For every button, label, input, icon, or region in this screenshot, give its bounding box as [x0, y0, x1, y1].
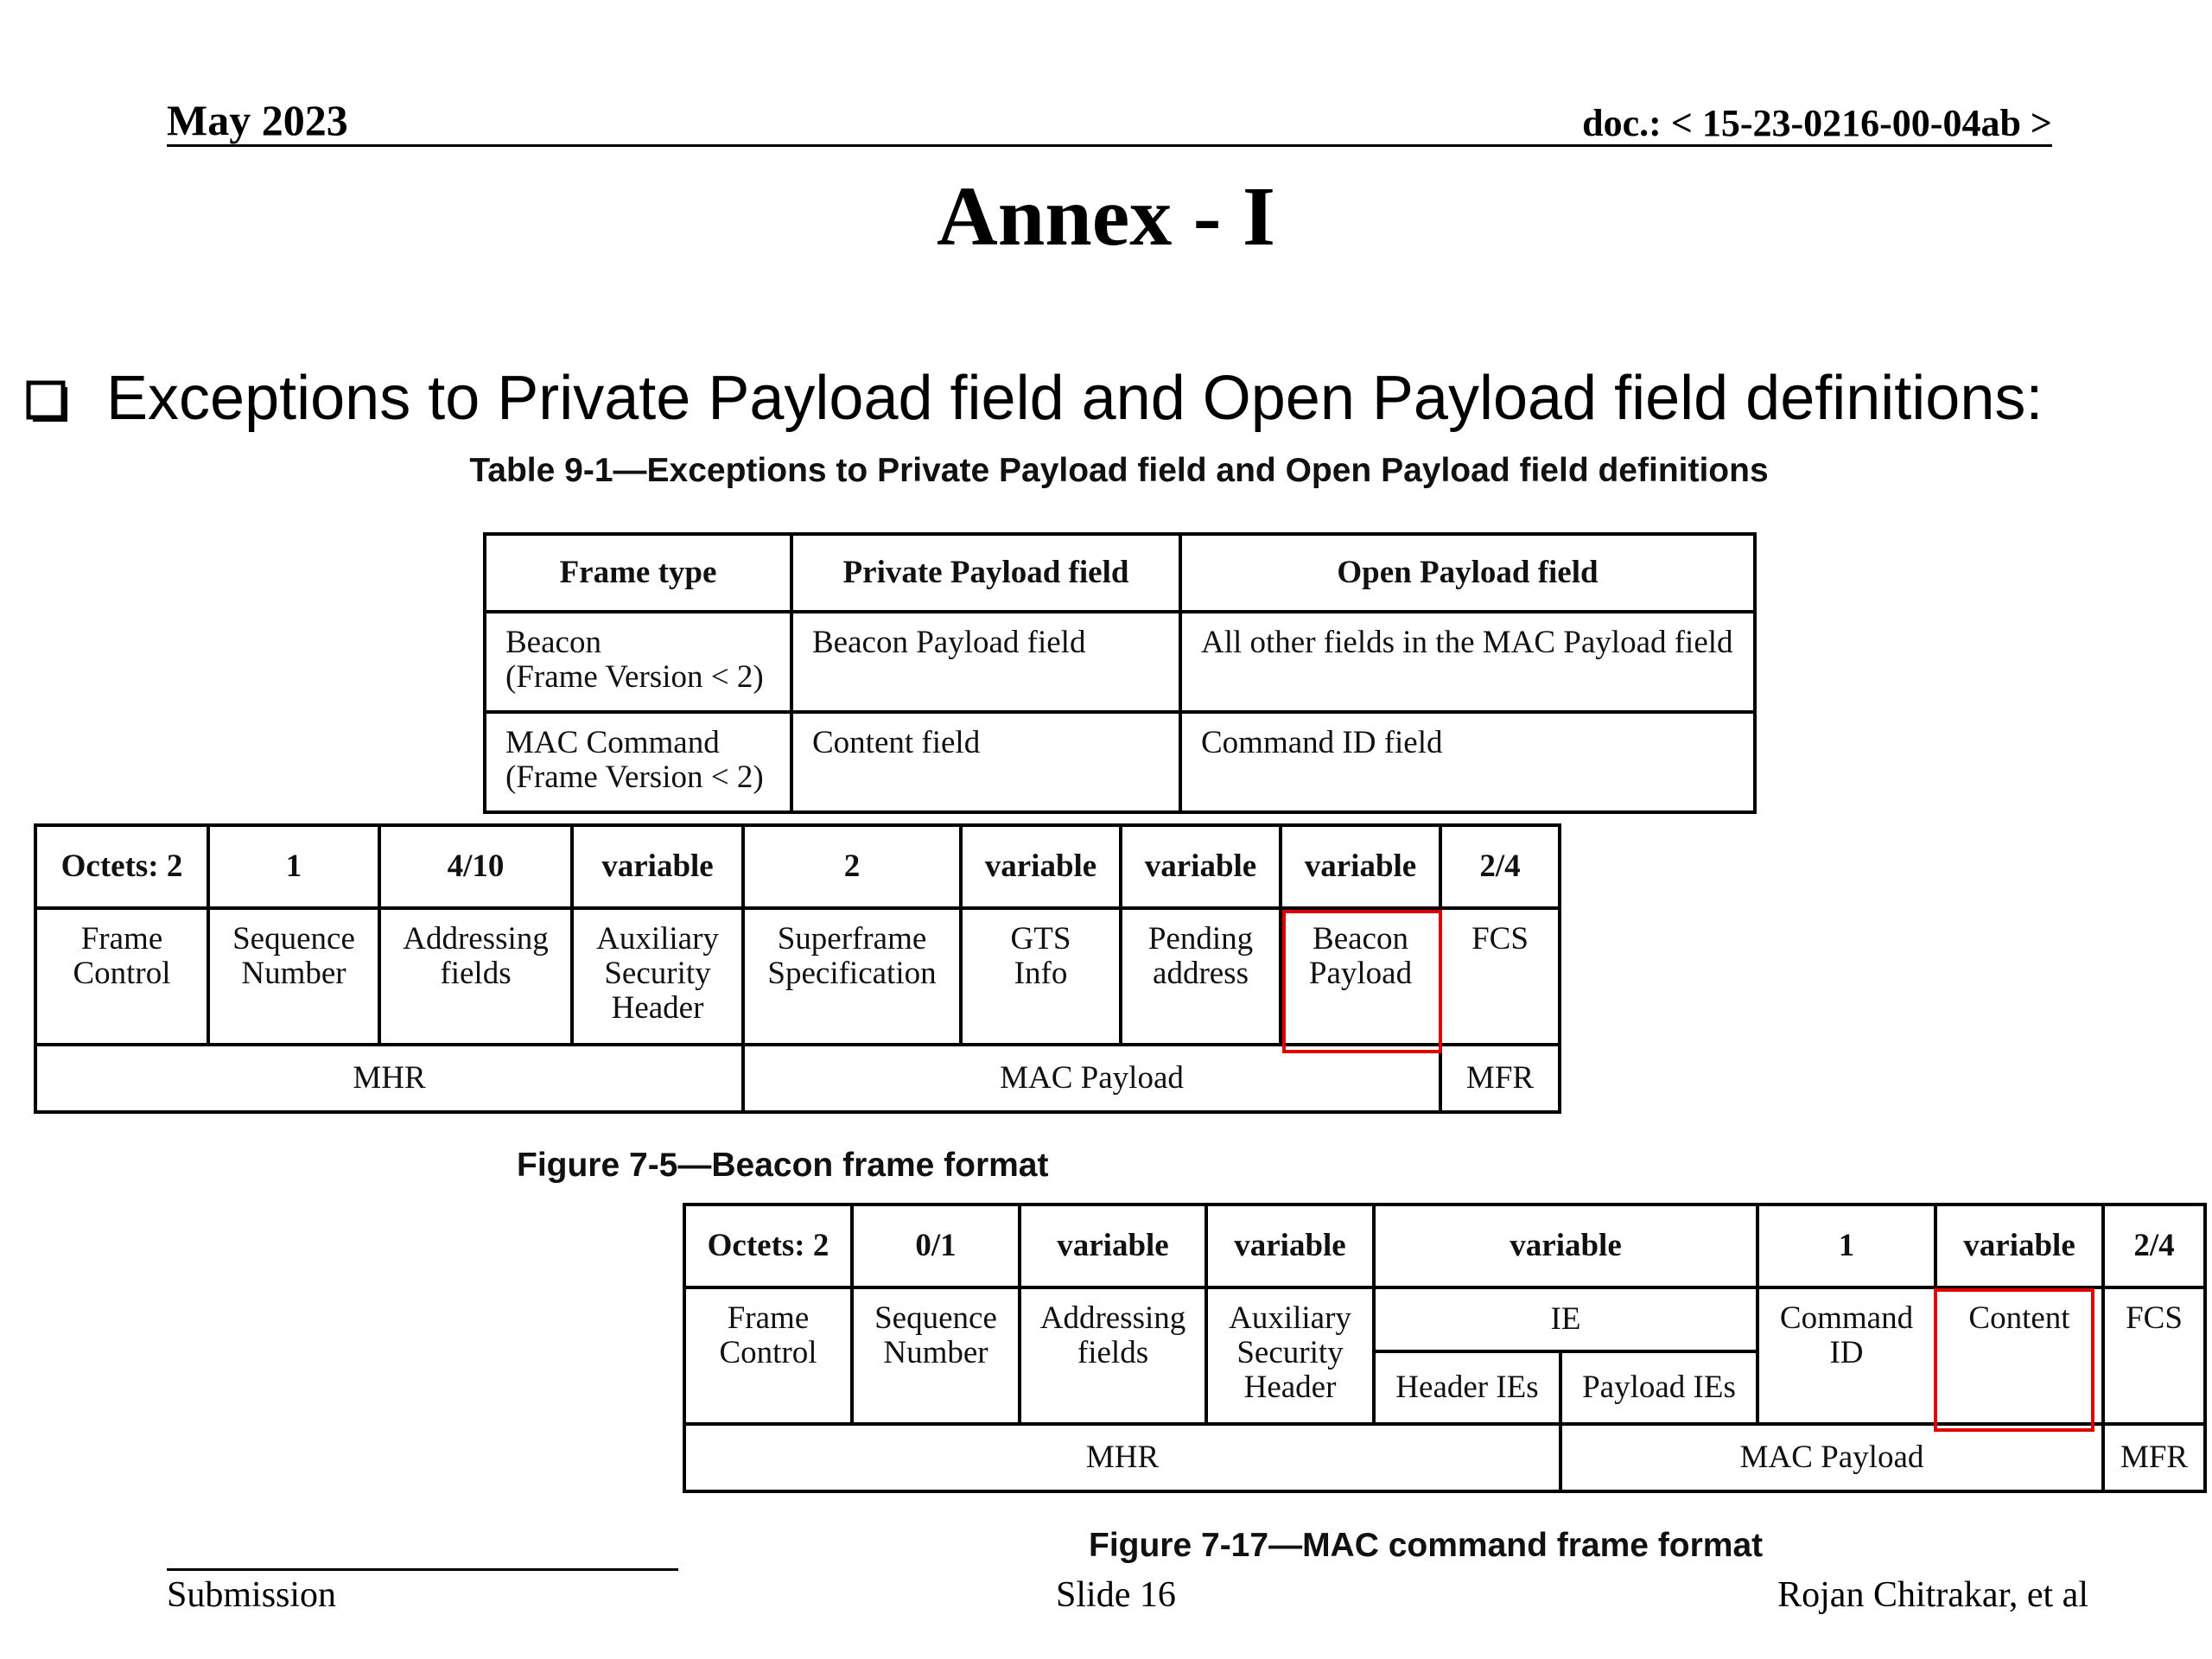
field-line: Number	[883, 1335, 988, 1370]
octets-cell: 1	[208, 825, 379, 908]
table-cell-frame-type	[485, 612, 791, 712]
octets-cell: variable	[572, 825, 743, 908]
field-line: Header	[611, 990, 704, 1026]
group-mfr: MFR	[1440, 1045, 1560, 1112]
frame-type-line: (Frame Version < 2)	[505, 760, 764, 795]
octets-cell: 4/10	[379, 825, 572, 908]
field-line: fields	[1077, 1335, 1149, 1370]
octets-cell: variable	[1121, 825, 1281, 908]
field-cell	[684, 1287, 852, 1424]
field-cell	[379, 908, 572, 1045]
field-line: Addressing	[1039, 1300, 1186, 1336]
slide-title: Annex - I	[936, 170, 1276, 264]
bullet-text: Exceptions to Private Payload field and Open Payload field definitions:	[106, 364, 2044, 433]
field-line: Security	[604, 956, 711, 991]
ie-subfield-header-ies: Header IEs	[1374, 1351, 1560, 1424]
frame-type-line: Beacon	[505, 625, 601, 660]
field-line: Sequence	[874, 1300, 997, 1336]
field-cell	[1440, 908, 1560, 1045]
field-line: Specification	[767, 956, 937, 991]
field-line: FCS	[1471, 921, 1529, 957]
field-line: Command	[1779, 1300, 1914, 1336]
header-doc-number: doc.: < 15-23-0216-00-04ab >	[1582, 102, 2052, 144]
command-figure-caption: Figure 7-17—MAC command frame format	[1089, 1527, 1764, 1564]
octets-cell: variable	[1020, 1205, 1206, 1287]
header-rule	[167, 144, 2052, 147]
field-line: Sequence	[232, 921, 355, 957]
octets-cell: variable	[961, 825, 1121, 908]
field-line: Auxiliary	[596, 921, 719, 957]
footer-rule	[167, 1568, 678, 1571]
footer-slide-number: Slide 16	[1056, 1575, 1176, 1615]
frame-type-line: (Frame Version < 2)	[505, 659, 764, 695]
octets-cell: variable	[1374, 1205, 1758, 1287]
octets-cell: variable	[1206, 1205, 1374, 1287]
field-line: Control	[719, 1335, 817, 1370]
field-line: address	[1153, 956, 1249, 991]
octets-cell: 1	[1758, 1205, 1936, 1287]
table-header-open-payload: Open Payload field	[1180, 534, 1755, 612]
field-line: ID	[1829, 1335, 1864, 1370]
content-highlight	[1934, 1288, 2094, 1432]
octets-cell: 2/4	[2103, 1205, 2205, 1287]
group-mac-payload: MAC Payload	[743, 1045, 1440, 1112]
table-cell-open: All other fields in the MAC Payload field	[1180, 612, 1755, 712]
field-line: Pending	[1147, 921, 1254, 957]
beacon-figure-caption: Figure 7-5—Beacon frame format	[517, 1147, 1049, 1184]
field-line: Superframe	[777, 921, 927, 957]
octets-cell: 0/1	[852, 1205, 1020, 1287]
field-cell-ie: IE	[1374, 1287, 1758, 1351]
field-cell	[961, 908, 1121, 1045]
field-line: Content	[1968, 1300, 2070, 1336]
field-line: Frame	[727, 1300, 810, 1336]
field-line: GTS	[1010, 921, 1071, 957]
field-cell	[35, 908, 208, 1045]
field-line: Beacon	[1313, 921, 1408, 957]
field-cell	[2103, 1287, 2205, 1424]
table-cell-private: Content field	[791, 712, 1180, 812]
field-cell	[1121, 908, 1281, 1045]
octets-cell: variable	[1281, 825, 1440, 908]
checkbox-bullet-icon	[26, 380, 71, 425]
field-cell	[743, 908, 961, 1045]
group-mac-payload: MAC Payload	[1560, 1424, 2103, 1491]
field-line: Payload	[1308, 956, 1413, 991]
table-caption: Table 9-1—Exceptions to Private Payload field and Open Payload field definitions	[469, 452, 1769, 489]
footer-author: Rojan Chitrakar, et al	[1777, 1575, 2088, 1615]
field-line: Addressing	[403, 921, 549, 957]
table-cell-frame-type	[485, 712, 791, 812]
footer-submission: Submission	[167, 1575, 337, 1615]
field-line: Info	[1014, 956, 1068, 991]
octets-cell: variable	[1936, 1205, 2103, 1287]
header-date: May 2023	[167, 96, 348, 144]
field-line: fields	[440, 956, 512, 991]
table-header-private-payload: Private Payload field	[791, 534, 1180, 612]
field-line: Header	[1243, 1370, 1337, 1405]
group-mfr: MFR	[2103, 1424, 2205, 1491]
field-line: Security	[1236, 1335, 1344, 1370]
field-cell	[1206, 1287, 1374, 1424]
group-mhr: MHR	[35, 1045, 743, 1112]
field-line: Auxiliary	[1229, 1300, 1351, 1336]
field-line: FCS	[2126, 1300, 2183, 1336]
frame-type-line: MAC Command	[505, 725, 720, 760]
octets-cell: Octets: 2	[684, 1205, 852, 1287]
ie-subfield-payload-ies: Payload IEs	[1560, 1351, 1758, 1424]
octets-cell: 2	[743, 825, 961, 908]
table-header-frame-type: Frame type	[485, 534, 791, 612]
octets-cell: Octets: 2	[35, 825, 208, 908]
field-cell	[852, 1287, 1020, 1424]
table-cell-private: Beacon Payload field	[791, 612, 1180, 712]
field-line: Number	[241, 956, 346, 991]
beacon-payload-highlight	[1282, 910, 1442, 1053]
field-cell	[1020, 1287, 1206, 1424]
field-cell	[1758, 1287, 1936, 1424]
exceptions-table	[483, 532, 1757, 814]
table-cell-open: Command ID field	[1180, 712, 1755, 812]
field-line: Control	[73, 956, 171, 991]
field-cell	[572, 908, 743, 1045]
octets-cell: 2/4	[1440, 825, 1560, 908]
field-line: Frame	[80, 921, 163, 957]
group-mhr: MHR	[684, 1424, 1560, 1491]
field-cell	[208, 908, 379, 1045]
